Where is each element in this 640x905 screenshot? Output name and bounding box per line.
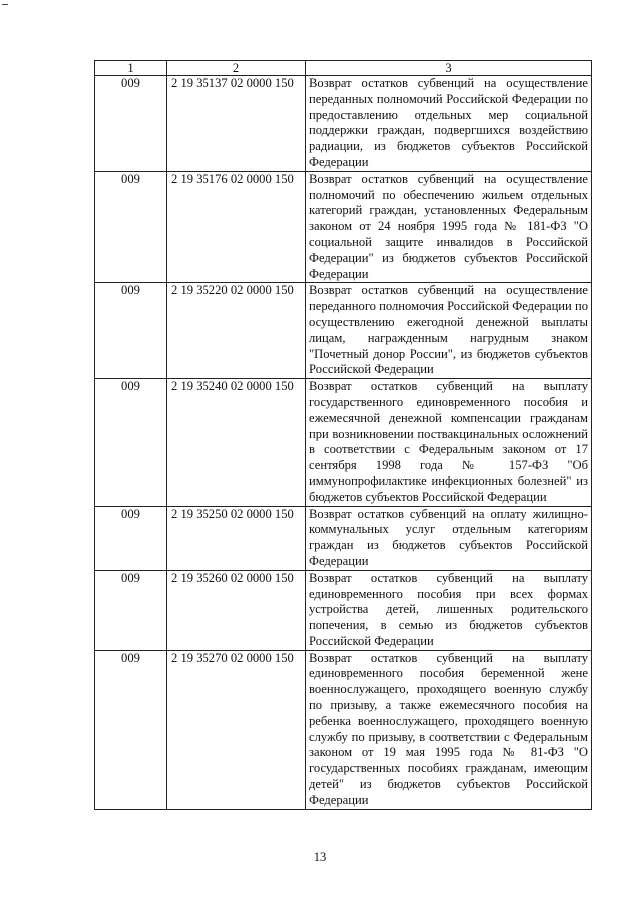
description-cell: Возврат остатков субвенций на выплату единовременного пособия беременной жене военнослужащего, проходящего военную службу по призыву, а также ежемесячного пособия на ребенка военнослужащего, проходящего военную службу по призыву, в соответствии с Федеральным законом от 19 мая 1995 года № 81-ФЗ "О государственных пособиях гражданам, имеющим детей" из бюджетов субъектов Российской Федерации xyxy=(306,650,592,809)
table-row xyxy=(95,379,592,506)
kbk-code-cell: 2 19 35260 02 0000 150 xyxy=(167,570,306,650)
table-header-row xyxy=(95,61,592,76)
kbk-code-cell: 2 19 35220 02 0000 150 xyxy=(167,283,306,379)
scan-mark xyxy=(2,4,8,5)
admin-code-cell: 009 xyxy=(95,76,167,172)
table-row xyxy=(95,171,592,283)
kbk-code-cell: 2 19 35176 02 0000 150 xyxy=(167,171,306,283)
kbk-code-cell: 2 19 35240 02 0000 150 xyxy=(167,379,306,506)
admin-code-cell: 009 xyxy=(95,506,167,570)
admin-code-cell: 009 xyxy=(95,171,167,283)
admin-code-cell: 009 xyxy=(95,650,167,809)
description-cell: Возврат остатков субвенций на осуществление полномочий по обеспечению жильем отдельных категорий граждан, установленных Федеральным законом от 24 ноября 1995 года № 181-ФЗ "О социальной защите инвалидов в Российской Федерации" из бюджетов субъектов Российской Федерации xyxy=(306,171,592,283)
kbk-code-cell: 2 19 35270 02 0000 150 xyxy=(167,650,306,809)
admin-code-cell: 009 xyxy=(95,283,167,379)
table-row xyxy=(95,283,592,379)
budget-codes-table xyxy=(94,60,592,810)
header-col-1: 1 xyxy=(95,61,167,76)
kbk-code-cell: 2 19 35137 02 0000 150 xyxy=(167,76,306,172)
description-cell: Возврат остатков субвенций на выплату единовременного пособия при всех формах устройства детей, лишенных родительского попечения, в семью из бюджетов субъектов Российской Федерации xyxy=(306,570,592,650)
header-col-3: 3 xyxy=(306,61,592,76)
description-cell: Возврат остатков субвенций на осуществление переданных полномочий Российской Федерации по предоставлению отдельных мер социальной поддержки граждан, подвергшихся воздействию радиации, из бюджетов субъектов Российской Федерации xyxy=(306,76,592,172)
page-number: 13 xyxy=(313,850,327,864)
table-row xyxy=(95,570,592,650)
description-cell: Возврат остатков субвенций на оплату жилищно-коммунальных услуг отдельным категориям граждан из бюджетов субъектов Российской Федерации xyxy=(306,506,592,570)
admin-code-cell: 009 xyxy=(95,570,167,650)
admin-code-cell: 009 xyxy=(95,379,167,506)
description-cell: Возврат остатков субвенций на выплату государственного единовременного пособия и ежемесячной денежной компенсации гражданам при возникновении поствакцинальных осложнений в соответствии с Федеральным законом от 17 сентября 1998 года № 157-ФЗ "Об иммунопрофилактике инфекционных болезней" из бюджетов субъектов Российской Федерации xyxy=(306,379,592,506)
table-row xyxy=(95,650,592,809)
table-row xyxy=(95,76,592,172)
table-row xyxy=(95,506,592,570)
header-col-2: 2 xyxy=(167,61,306,76)
kbk-code-cell: 2 19 35250 02 0000 150 xyxy=(167,506,306,570)
description-cell: Возврат остатков субвенций на осуществление переданного полномочия Российской Федерации по осуществлению ежегодной денежной выплаты лицам, награжденным нагрудным знаком "Почетный донор России", из бюджетов субъектов Российской Федерации xyxy=(306,283,592,379)
